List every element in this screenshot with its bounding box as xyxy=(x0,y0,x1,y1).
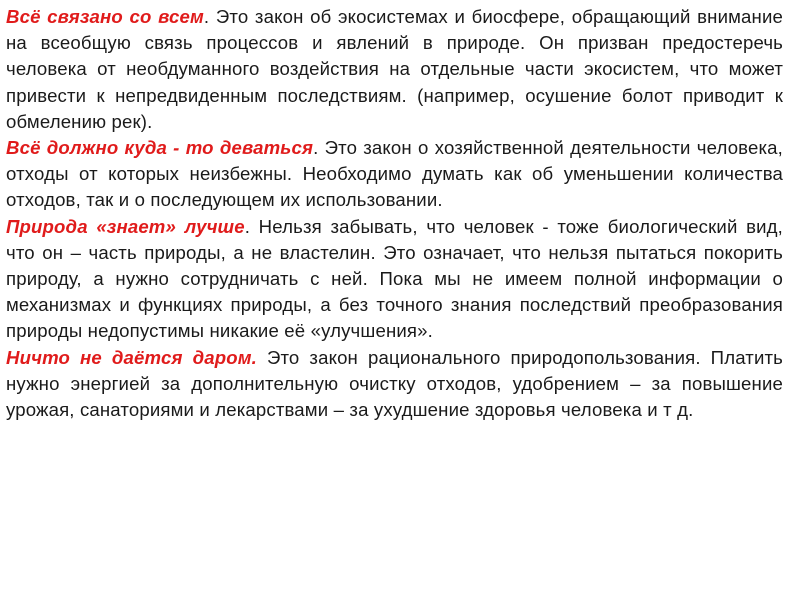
law-term-1-suffix: . xyxy=(203,6,210,27)
law-paragraph-1 xyxy=(6,4,783,135)
law-text-2: Это закон о хозяйственной деятельности человека, отходы от которых неизбежны. Необходимо думать как об уменьшении количества отходов, так и о последующем их использовании. xyxy=(6,137,783,211)
law-term-3-suffix: . xyxy=(244,215,251,237)
law-term-3: Природа «знает» лучше xyxy=(6,215,245,237)
law-term-2-suffix: . xyxy=(313,137,319,159)
law-term-2: Всё должно куда - то деваться xyxy=(6,137,314,159)
law-paragraph-2 xyxy=(6,135,783,214)
law-text-3: Нельзя забывать, что человек - тоже биологический вид, что он – часть природы, а не властелин. Это означает, что нельзя пытаться покорить природу, а нужно сотрудничать с ней. Пока мы не имеем полной информации о механизмах и функциях природы, а без точного знания последствий преобразования природы недопустимы никакие её «улучшения». xyxy=(6,215,783,342)
ecology-laws-text xyxy=(6,4,783,423)
law-paragraph-4 xyxy=(6,345,783,424)
law-text-1: Это закон об экосистемах и биосфере, обращающий внимание на всеобщую связь процессов и явлений в природе. Он призван предостеречь человека от необдуманного воздействия на отдельные части экосистем, что может привести к непредвиденным последствиям. (например, осушение болот приводит к обмелению рек). xyxy=(6,6,783,132)
law-paragraph-3 xyxy=(6,214,783,345)
law-term-4: Ничто не даётся даром. xyxy=(6,346,257,368)
law-text-4: Это закон рационального природопользования. Платить нужно энергией за дополнительную очистку отходов, удобрением – за повышение урожая, санаториями и лекарствами – за ухудшение здоровья человека и т д. xyxy=(6,346,783,421)
law-term-1: Всё связано со всем xyxy=(6,6,204,27)
